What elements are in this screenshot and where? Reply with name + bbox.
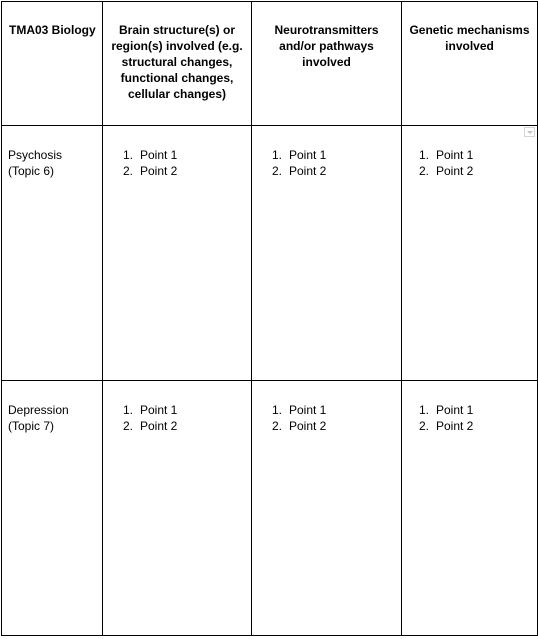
list-item (402, 147, 537, 163)
header-genetic-mechanisms: Genetic mechanisms involved (409, 23, 530, 53)
list-item (402, 163, 537, 179)
list-text: Point 2 (140, 164, 178, 178)
list-number: 2. (418, 164, 429, 178)
row-label-cell[interactable] (2, 381, 103, 636)
list-text: Point 2 (436, 164, 474, 178)
list-number: 2. (122, 164, 133, 178)
cell-brain-structures[interactable] (103, 381, 252, 636)
list-item (402, 418, 537, 434)
table-row-psychosis (2, 126, 538, 381)
table-row-depression (2, 381, 538, 636)
numbered-list (103, 126, 251, 179)
list-text: Point 1 (436, 403, 474, 417)
list-number: 1. (122, 403, 133, 417)
list-text: Point 1 (140, 148, 178, 162)
row-label-cell[interactable] (2, 126, 103, 381)
header-neurotransmitters: Neurotransmitters and/or pathways involved (274, 23, 379, 69)
row-label-topic-number: (Topic 6) (8, 164, 55, 178)
list-text: Point 2 (436, 419, 474, 433)
header-cell-title[interactable] (2, 2, 103, 126)
row-label (2, 381, 102, 434)
list-number: 1. (271, 403, 282, 417)
list-item (252, 402, 401, 418)
list-number: 2. (271, 164, 282, 178)
list-number: 1. (418, 403, 429, 417)
list-item (103, 163, 251, 179)
header-brain-structures: Brain structure(s) or region(s) involved (e.g. structural changes, functional changes, cellular changes) (111, 23, 243, 101)
list-text: Point 1 (289, 148, 327, 162)
cell-genetic-mechanisms[interactable] (402, 381, 538, 636)
list-number: 1. (418, 148, 429, 162)
list-number: 1. (122, 148, 133, 162)
header-row (2, 2, 538, 126)
cell-neurotransmitters[interactable] (252, 126, 402, 381)
cell-neurotransmitters[interactable] (252, 381, 402, 636)
list-item (103, 147, 251, 163)
list-item (402, 402, 537, 418)
cell-genetic-mechanisms[interactable] (402, 126, 538, 381)
numbered-list (402, 126, 537, 179)
list-text: Point 2 (140, 419, 178, 433)
list-text: Point 2 (289, 419, 327, 433)
list-item (103, 402, 251, 418)
list-item (103, 418, 251, 434)
numbered-list (402, 381, 537, 434)
list-text: Point 1 (289, 403, 327, 417)
list-number: 2. (122, 419, 133, 433)
list-item (252, 418, 401, 434)
list-number: 1. (271, 148, 282, 162)
row-label-topic-number: (Topic 7) (8, 419, 55, 433)
numbered-list (252, 381, 401, 434)
row-label-topic: Depression (8, 403, 69, 417)
header-title: TMA03 Biology (9, 23, 96, 37)
row-label-topic: Psychosis (8, 148, 63, 162)
header-cell-genetic-mechanisms[interactable] (402, 2, 538, 126)
list-item (252, 163, 401, 179)
list-text: Point 1 (140, 403, 178, 417)
dropdown-arrow-icon[interactable] (524, 127, 535, 137)
list-number: 2. (418, 419, 429, 433)
header-cell-brain-structures[interactable] (103, 2, 252, 126)
list-number: 2. (271, 419, 282, 433)
list-text: Point 1 (436, 148, 474, 162)
list-text: Point 2 (289, 164, 327, 178)
numbered-list (103, 381, 251, 434)
cell-brain-structures[interactable] (103, 126, 252, 381)
row-label (2, 126, 102, 179)
biology-table (1, 1, 538, 636)
numbered-list (252, 126, 401, 179)
list-item (252, 147, 401, 163)
header-cell-neurotransmitters[interactable] (252, 2, 402, 126)
